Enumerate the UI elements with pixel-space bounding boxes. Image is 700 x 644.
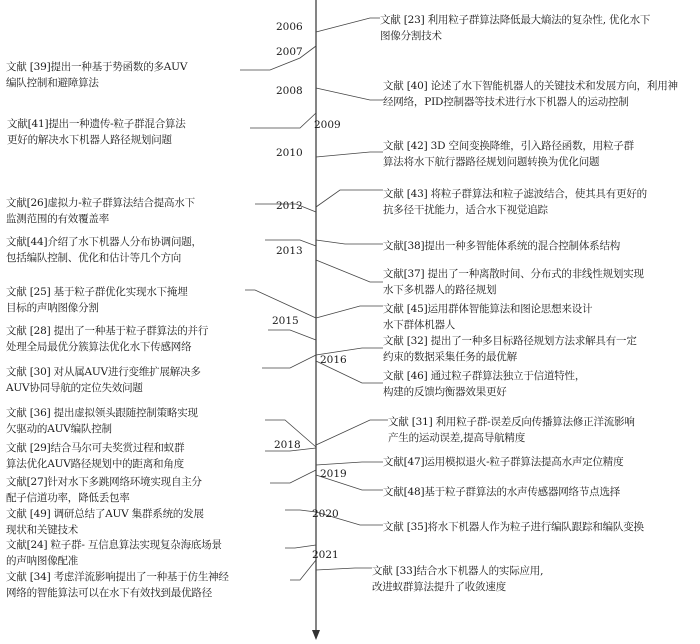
year-label-2021: 2021 bbox=[312, 549, 339, 561]
year-label-2009: 2009 bbox=[314, 119, 341, 131]
connector-ref-30 bbox=[262, 355, 316, 368]
entry-ref-29: 文献 [29]结合马尔可夫奖赏过程和蚁群 算法优化AUV路径规划中的距离和角度 bbox=[6, 442, 185, 470]
entry-ref-40: 文献 [40] 论述了水下智能机器人的关键技术和发展方向，利用神 经网络，PID控制器等技术进行水下机器人的运动控制 bbox=[383, 80, 678, 108]
entry-ref-35: 文献 [35]将水下机器人作为粒子进行编队跟踪和编队变换 bbox=[383, 521, 644, 533]
year-label-2018: 2018 bbox=[274, 439, 301, 451]
entry-ref-39: 文献 [39]提出一种基于势函数的多AUV 编队控制和避障算法 bbox=[6, 61, 188, 89]
connector-ref-41 bbox=[250, 113, 316, 128]
entry-ref-46: 文献 [46] 通过粒子群算法独立于信道特性， 构建的反馈均衡器效果更好 bbox=[383, 370, 586, 398]
entry-ref-37: 文献[37] 提出了一种离散时间、分布式的非线性规划实现 水下多机器人的路径规划 bbox=[383, 268, 644, 296]
connector-ref-47 bbox=[316, 462, 383, 465]
year-label-2013: 2013 bbox=[276, 245, 303, 257]
entry-ref-27: 文献[27]针对水下多跳网络环境实现自主分 配子信道功率，降低丢包率 bbox=[6, 476, 202, 504]
year-label-2008: 2008 bbox=[276, 85, 303, 97]
connector-ref-25 bbox=[245, 290, 316, 318]
year-label-2015: 2015 bbox=[272, 315, 299, 327]
connector-ref-33 bbox=[316, 568, 372, 570]
connector-ref-28 bbox=[268, 330, 316, 340]
connector-ref-34 bbox=[290, 560, 316, 580]
connector-ref-42 bbox=[316, 152, 383, 157]
entry-ref-24: 文献[24] 粒子群- 互信息算法实现复杂海底场景 的声呐图像配准 bbox=[6, 539, 222, 567]
connector-ref-31 bbox=[316, 420, 388, 445]
entry-ref-23: 文献 [23] 利用粒子群算法降低最大熵法的复杂性, 优化水下 图像分割技术 bbox=[380, 14, 651, 42]
year-label-2006: 2006 bbox=[276, 21, 303, 33]
connector-ref-45 bbox=[316, 306, 383, 318]
year-label-2007: 2007 bbox=[276, 46, 303, 58]
entry-ref-36: 文献 [36] 提出虚拟领头跟随控制策略实现 欠驱动的AUV编队控制 bbox=[6, 407, 198, 435]
entry-ref-26: 文献[26]虚拟力-粒子群算法结合提高水下 监测范围的有效覆盖率 bbox=[6, 197, 195, 225]
entry-ref-32: 文献 [32] 提出了一种多目标路径规划方法求解具有一定 约束的数据采集任务的最优解 bbox=[383, 335, 637, 363]
connector-ref-43 bbox=[316, 190, 383, 207]
entry-ref-33: 文献 [33]结合水下机器人的实际应用, 改进蚁群算法提升了收敛速度 bbox=[372, 565, 544, 593]
connector-ref-24 bbox=[285, 545, 316, 548]
entry-ref-34: 文献 [34] 考虑洋流影响提出了一种基于仿生神经 网络的智能算法可以在水下有效找到最优路径 bbox=[6, 571, 229, 599]
entry-ref-30: 文献 [30] 对从属AUV进行变维扩展解决多 AUV协同导航的定位失效问题 bbox=[6, 366, 201, 394]
entry-ref-45: 文献 [45]运用群体智能算法和图论思想来设计 水下群体机器人 bbox=[383, 303, 593, 331]
entry-ref-42: 文献 [42] 3D 空间变换降维，引入路径函数，用粒子群 算法将水下航行器路径规划问题转换为优化问题 bbox=[383, 140, 634, 168]
year-label-2016: 2016 bbox=[320, 354, 347, 366]
year-label-2010: 2010 bbox=[276, 147, 303, 159]
entry-ref-44: 文献[44]介绍了水下机器人分布协调问题， 包括编队控制、优化和估计等几个方向 bbox=[6, 236, 202, 264]
connector-ref-40 bbox=[316, 88, 383, 100]
entry-ref-38: 文献[38]提出一种多智能体系统的混合控制体系结构 bbox=[383, 240, 621, 252]
entry-ref-48: 文献[48]基于粒子群算法的水声传感器网络节点选择 bbox=[383, 486, 621, 498]
entry-ref-47: 文献[47]运用模拟退火-粒子群算法提高水声定位精度 bbox=[383, 456, 624, 468]
entry-ref-43: 文献 [43] 将粒子群算法和粒子滤波结合，使其具有更好的 抗多径干扰能力，适合水下视觉追踪 bbox=[383, 188, 647, 216]
connector-ref-27 bbox=[270, 470, 316, 483]
year-label-2012: 2012 bbox=[276, 200, 303, 212]
entry-ref-41: 文献[41]提出一种遗传-粒子群混合算法 更好的解决水下机器人路径规划问题 bbox=[7, 118, 186, 146]
year-label-2019: 2019 bbox=[320, 468, 347, 480]
year-label-2020: 2020 bbox=[312, 508, 339, 520]
timeline-arrowhead bbox=[312, 630, 320, 640]
connector-ref-37 bbox=[316, 260, 383, 282]
entry-ref-49: 文献 [49] 调研总结了AUV 集群系统的发展 现状和关键技术 bbox=[6, 508, 204, 536]
connector-ref-23 bbox=[316, 18, 380, 32]
entry-ref-25: 文献 [25] 基于粒子群优化实现水下掩埋 目标的声呐图像分割 bbox=[6, 286, 188, 314]
connector-ref-38 bbox=[316, 240, 383, 244]
entry-ref-31: 文献 [31] 利用粒子群-误差反向传播算法修正洋流影响 产生的运动误差,提高导航精度 bbox=[388, 416, 635, 444]
entry-ref-28: 文献 [28] 提出了一种基于粒子群算法的并行 处理全局最优分簇算法优化水下传感网络 bbox=[6, 325, 209, 353]
